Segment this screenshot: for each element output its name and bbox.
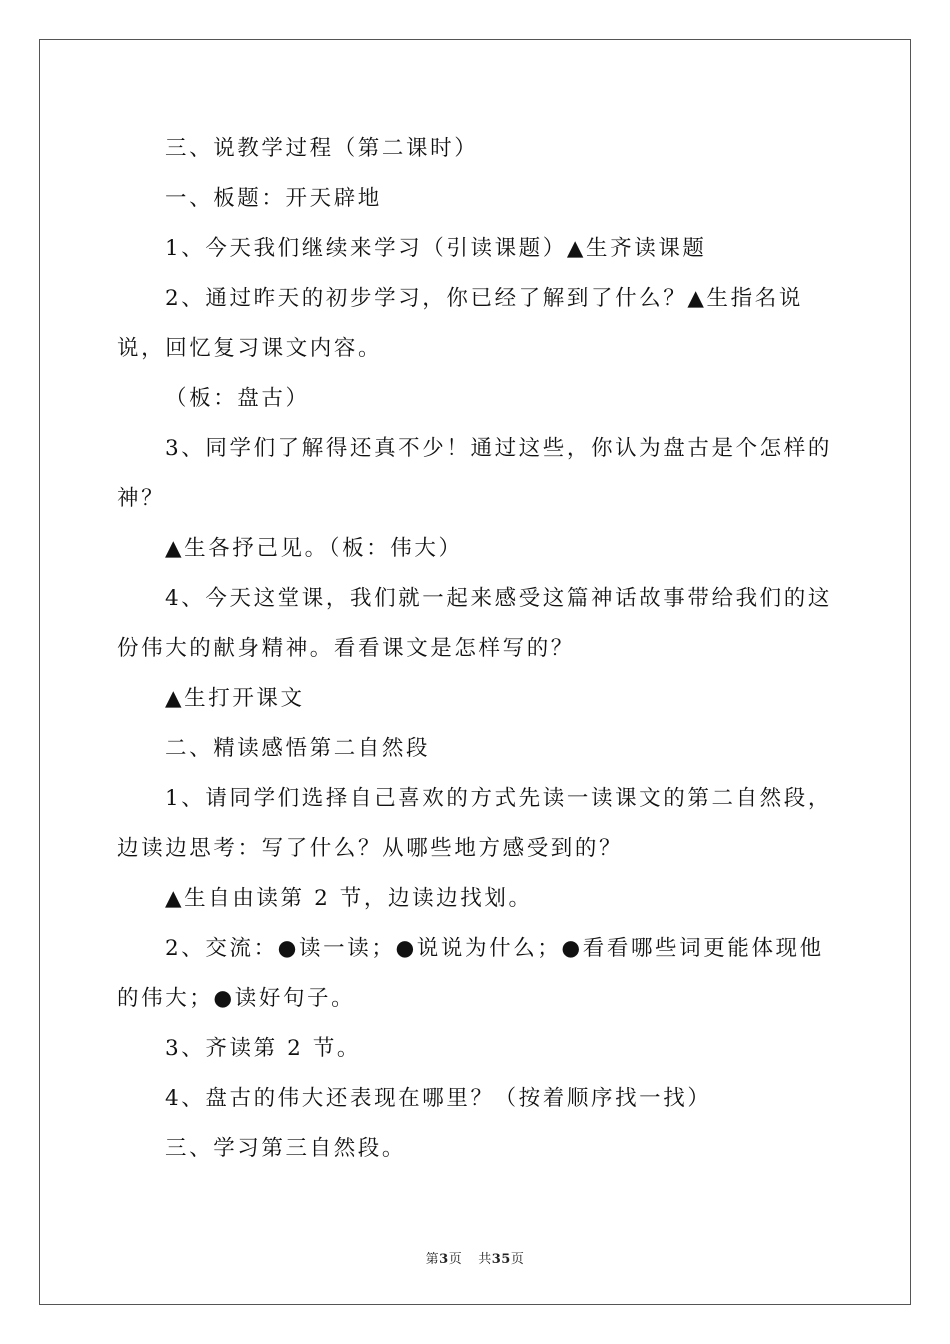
page-footer — [0, 1248, 950, 1267]
paragraph: ▲生打开课文 — [165, 686, 305, 711]
paragraph: 3、齐读第 2 节。 — [165, 1036, 362, 1061]
subsection-heading: 三、学习第三自然段。 — [165, 1136, 407, 1161]
paragraph: ▲生各抒己见。（板：伟大） — [165, 536, 463, 561]
section-heading: 三、说教学过程（第二课时） — [165, 136, 479, 161]
paragraph: 2、交流：●读一读；●说说为什么；●看看哪些词更能体现他的伟大；●读好句子。 — [117, 936, 824, 1011]
total-prefix: 共 — [478, 1252, 492, 1267]
paragraph: 1、今天我们继续来学习（引读课题）▲生齐读课题 — [165, 236, 707, 261]
subsection-heading: 一、板题：开天辟地 — [165, 186, 382, 211]
paragraph: ▲生自由读第 2 节，边读边找划。 — [165, 886, 533, 911]
paragraph: 2、通过昨天的初步学习，你已经了解到了什么？▲生指名说说，回忆复习课文内容。 — [117, 286, 803, 361]
paragraph: 4、今天这堂课，我们就一起来感受这篇神话故事带给我们的这份伟大的献身精神。看看课文是怎样写的？ — [117, 586, 832, 661]
page-suffix: 页 — [448, 1252, 463, 1267]
total-pages: 35 — [491, 1252, 511, 1267]
document-body — [117, 124, 843, 1174]
paragraph: 3、同学们了解得还真不少！通过这些，你认为盘古是个怎样的神？ — [117, 436, 832, 511]
total-suffix: 页 — [510, 1252, 525, 1267]
paragraph: 4、盘古的伟大还表现在哪里？（按着顺序找一找） — [165, 1086, 712, 1111]
paragraph: （板：盘古） — [165, 386, 310, 411]
page-number: 3 — [439, 1252, 449, 1267]
subsection-heading: 二、精读感悟第二自然段 — [165, 736, 431, 761]
page-prefix: 第 — [425, 1252, 440, 1267]
paragraph: 1、请同学们选择自己喜欢的方式先读一读课文的第二自然段，边读边思考：写了什么？从哪些地方感受到的？ — [117, 786, 832, 861]
